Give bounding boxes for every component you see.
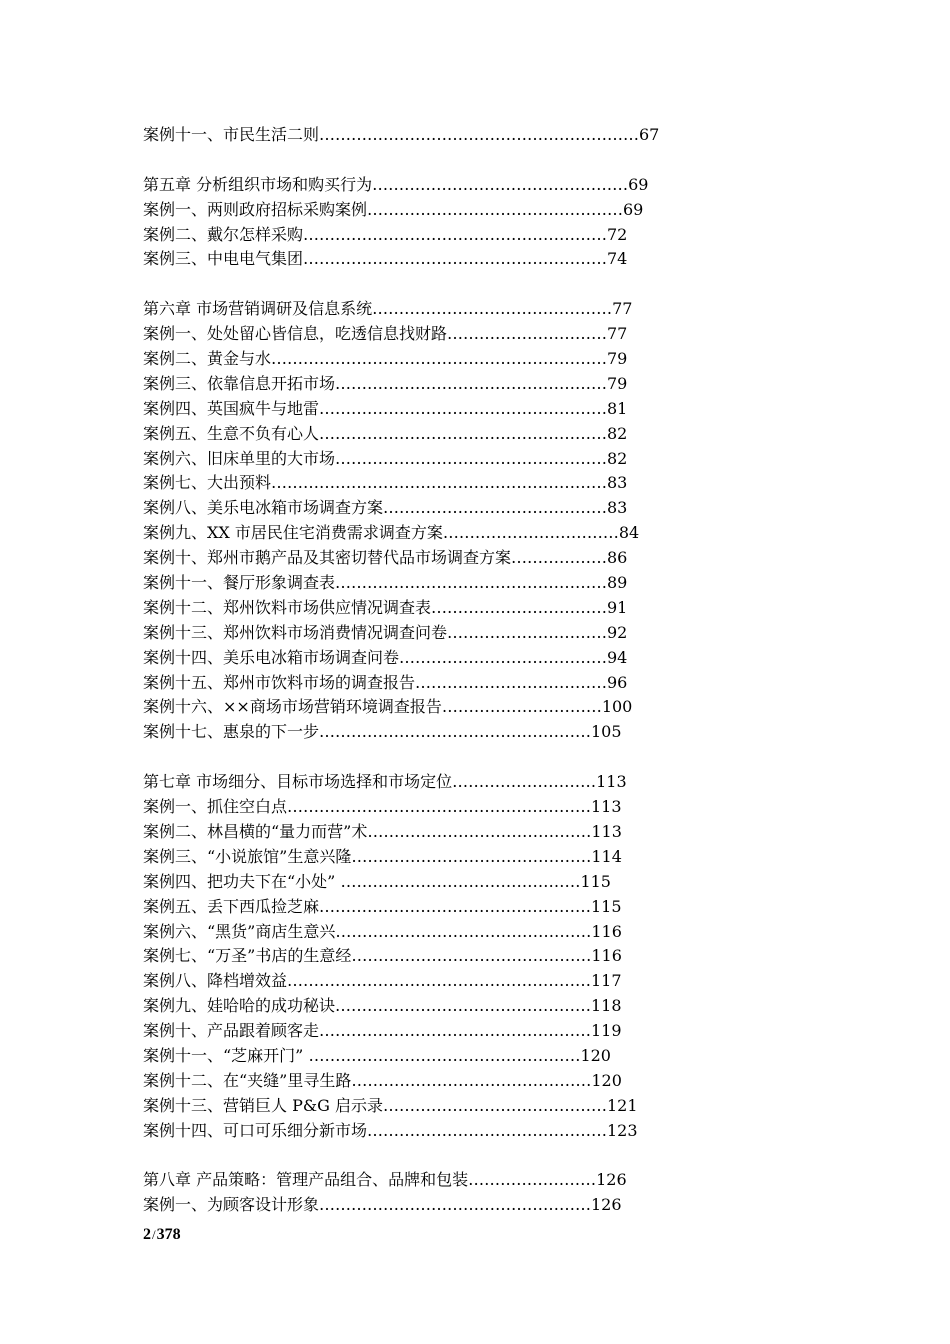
toc-entry[interactable]: 案例三、“小说旅馆”生意兴隆………………………………………114 xyxy=(143,846,622,866)
toc-spacer xyxy=(143,272,803,297)
toc-entry[interactable]: 案例一、抓住空白点…………………………………………………113 xyxy=(143,797,622,817)
toc-entry[interactable]: 案例一、处处留心皆信息，吃透信息找财路…………………………77 xyxy=(143,324,628,344)
toc-entry[interactable]: 案例八、降档增效益…………………………………………………117 xyxy=(143,971,622,991)
toc-entry[interactable]: 案例三、中电电气集团…………………………………………………74 xyxy=(143,249,628,269)
toc-entry[interactable]: 案例四、把功夫下在“小处” ………………………………………115 xyxy=(143,871,611,891)
toc-entry[interactable]: 案例十七、惠泉的下一步……………………………………………105 xyxy=(143,722,622,742)
page-number xyxy=(143,1226,181,1244)
toc-entry[interactable]: 第七章 市场细分、目标市场选择和市场定位………………………113 xyxy=(143,772,627,792)
toc-entry[interactable]: 案例七、大出预料………………………………………………………83 xyxy=(143,473,628,493)
toc-entry[interactable]: 案例七、“万圣”书店的生意经………………………………………116 xyxy=(143,946,622,966)
toc-entry[interactable]: 案例十四、美乐电冰箱市场调查问卷…………………………………94 xyxy=(143,647,628,667)
toc-entry[interactable]: 案例十三、营销巨人 P&G 启示录……………………………………121 xyxy=(143,1095,638,1115)
toc-entry[interactable]: 案例二、戴尔怎样采购…………………………………………………72 xyxy=(143,224,628,244)
toc-entry[interactable]: 案例一、为顾客设计形象……………………………………………126 xyxy=(143,1195,622,1215)
toc-spacer xyxy=(143,745,803,770)
toc-entry[interactable]: 案例十六、××商场市场营销环境调查报告…………………………100 xyxy=(143,697,633,717)
page-separator: / xyxy=(152,1227,156,1242)
toc-entry[interactable]: 第六章 市场营销调研及信息系统………………………………………77 xyxy=(143,299,633,319)
toc-entry[interactable]: 案例九、娃哈哈的成功秘诀…………………………………………118 xyxy=(143,996,622,1016)
toc-entry[interactable]: 案例一、两则政府招标采购案例…………………………………………69 xyxy=(143,199,644,219)
toc-entry[interactable]: 案例五、生意不负有心人………………………………………………82 xyxy=(143,423,628,443)
toc-entry[interactable]: 案例五、丢下西瓜捡芝麻……………………………………………115 xyxy=(143,896,622,916)
toc-spacer xyxy=(143,1144,803,1169)
toc-entry[interactable]: 案例十三、郑州饮料市场消费情况调查问卷…………………………92 xyxy=(143,622,628,642)
toc-entry[interactable]: 案例十一、市民生活二则……………………………………………………67 xyxy=(143,125,660,144)
total-pages: 378 xyxy=(156,1226,181,1243)
toc-entry[interactable]: 第五章 分析组织市场和购买行为…………………………………………69 xyxy=(143,174,649,194)
toc-entry[interactable]: 案例八、美乐电冰箱市场调查方案……………………………………83 xyxy=(143,498,628,518)
table-of-contents xyxy=(143,123,803,1218)
toc-entry[interactable]: 案例十二、郑州饮料市场供应情况调查表……………………………91 xyxy=(143,597,628,617)
toc-entry[interactable]: 案例六、旧床单里的大市场……………………………………………82 xyxy=(143,448,628,468)
toc-entry[interactable]: 第八章 产品策略：管理产品组合、品牌和包装……………………126 xyxy=(143,1170,627,1190)
toc-entry[interactable]: 案例三、依靠信息开拓市场……………………………………………79 xyxy=(143,373,628,393)
toc-entry[interactable]: 案例十一、餐厅形象调查表……………………………………………89 xyxy=(143,573,628,593)
toc-entry[interactable]: 案例十、郑州市鹅产品及其密切替代品市场调查方案………………86 xyxy=(143,548,628,568)
toc-entry[interactable]: 案例十、产品跟着顾客走……………………………………………119 xyxy=(143,1021,622,1041)
current-page: 2 xyxy=(143,1226,151,1243)
toc-spacer xyxy=(143,148,803,173)
toc-entry[interactable]: 案例二、林昌横的“量力而营”术……………………………………113 xyxy=(143,821,622,841)
toc-entry[interactable]: 案例九、XX 市居民住宅消费需求调查方案……………………………84 xyxy=(143,523,640,543)
toc-entry[interactable]: 案例十一、“芝麻开门” ……………………………………………120 xyxy=(143,1045,611,1065)
toc-entry[interactable]: 案例十二、在“夹缝”里寻生路………………………………………120 xyxy=(143,1070,622,1090)
toc-entry[interactable]: 案例六、“黑货”商店生意兴…………………………………………116 xyxy=(143,921,622,941)
toc-entry[interactable]: 案例二、黄金与水………………………………………………………79 xyxy=(143,349,628,369)
toc-entry[interactable]: 案例十四、可口可乐细分新市场………………………………………123 xyxy=(143,1120,638,1140)
toc-entry[interactable]: 案例十五、郑州市饮料市场的调查报告………………………………96 xyxy=(143,672,628,692)
toc-entry[interactable]: 案例四、英国疯牛与地雷………………………………………………81 xyxy=(143,398,628,418)
